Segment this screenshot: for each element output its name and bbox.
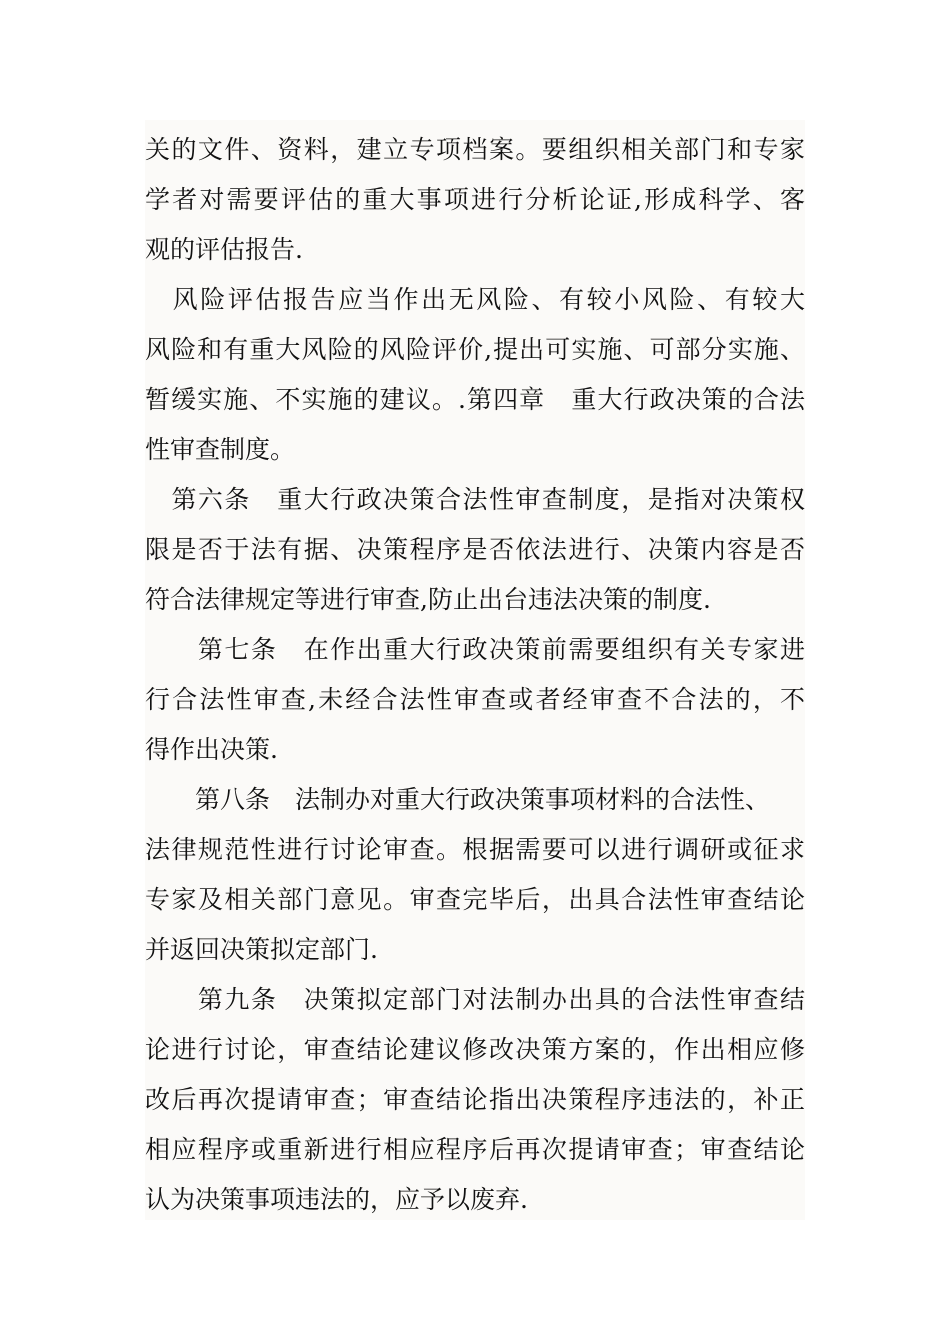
document-text-block <box>145 120 805 1220</box>
text-line: 关的文件、资料，建立专项档案。要组织相关部门和专家 <box>145 135 805 164</box>
text-line: 第六条 重大行政决策合法性审查制度，是指对决策权 <box>145 485 805 514</box>
text-line: 相应程序或重新进行相应程序后再次提请审查；审查结论 <box>145 1135 805 1164</box>
text-line: 认为决策事项违法的，应予以废弃. <box>145 1185 528 1214</box>
text-line: 论进行讨论，审查结论建议修改决策方案的，作出相应修 <box>145 1035 805 1064</box>
text-line: 符合法律规定等进行审查,防止出台违法决策的制度. <box>145 585 711 614</box>
text-line: 学者对需要评估的重大事项进行分析论证,形成科学、客 <box>145 185 805 214</box>
text-line: 第八条 法制办对重大行政决策事项材料的合法性、 <box>145 785 771 814</box>
text-line: 第九条 决策拟定部门对法制办出具的合法性审查结 <box>145 985 805 1014</box>
text-line: 观的评估报告. <box>145 235 303 264</box>
text-line: 法律规范性进行讨论审查。根据需要可以进行调研或征求 <box>145 835 805 864</box>
text-line: 改后再次提请审查；审查结论指出决策程序违法的，补正 <box>145 1085 805 1114</box>
text-line: 专家及相关部门意见。审查完毕后，出具合法性审查结论 <box>145 885 805 914</box>
text-line: 性审查制度。 <box>145 435 296 464</box>
text-line: 限是否于法有据、决策程序是否依法进行、决策内容是否 <box>145 535 805 564</box>
text-line: 暂缓实施、不实施的建议。.第四章 重大行政决策的合法 <box>145 385 805 414</box>
text-line: 得作出决策. <box>145 735 278 764</box>
text-line: 并返回决策拟定部门. <box>145 935 378 964</box>
text-line: 行合法性审查,未经合法性审查或者经审查不合法的，不 <box>145 685 805 714</box>
text-line: 风险评估报告应当作出无风险、有较小风险、有较大 <box>145 285 805 314</box>
text-line: 第七条 在作出重大行政决策前需要组织有关专家进 <box>145 635 805 664</box>
text-line: 风险和有重大风险的风险评价,提出可实施、可部分实施、 <box>145 335 805 364</box>
